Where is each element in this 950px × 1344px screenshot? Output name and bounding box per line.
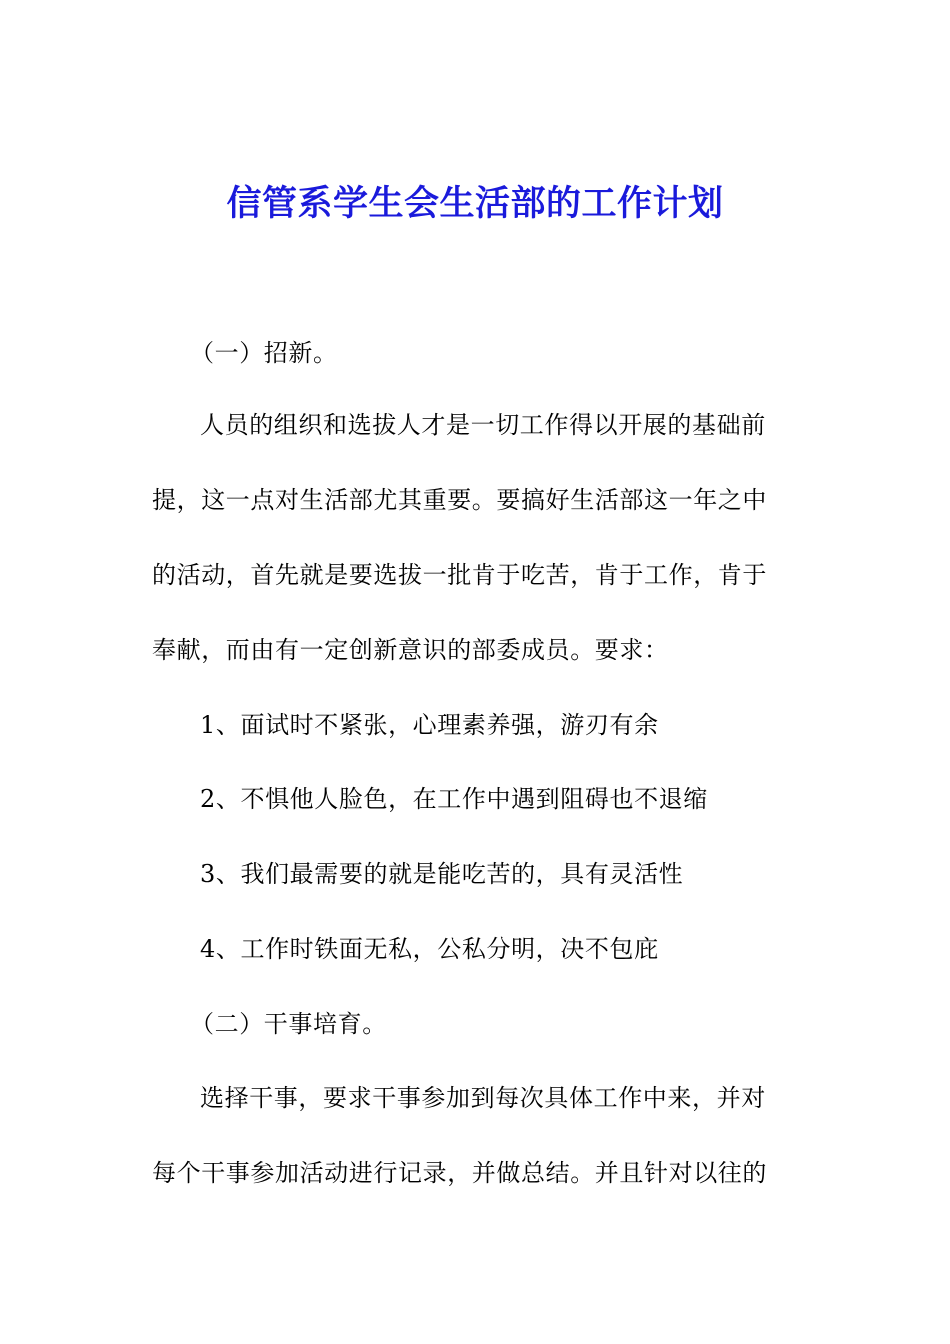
- section-heading-2: （二）干事培育。: [190, 1010, 387, 1038]
- requirement-item: 4、工作时铁面无私，公私分明，决不包庇: [200, 935, 659, 963]
- paragraph-line: 奉献，而由有一定创新意识的部委成员。要求：: [152, 636, 669, 664]
- requirement-item: 2、不惧他人脸色，在工作中遇到阻碍也不退缩: [200, 785, 708, 813]
- paragraph-line: 的活动，首先就是要选拔一批肯于吃苦，肯于工作，肯于: [152, 561, 767, 589]
- paragraph-line: 选择干事，要求干事参加到每次具体工作中来，并对: [200, 1084, 766, 1112]
- paragraph-line: 提，这一点对生活部尤其重要。要搞好生活部这一年之中: [152, 486, 767, 514]
- document-title: 信管系学生会生活部的工作计划: [226, 183, 724, 224]
- section-heading-1: （一）招新。: [190, 339, 338, 367]
- requirement-item: 1、面试时不紧张，心理素养强，游刃有余: [200, 711, 659, 739]
- requirement-item: 3、我们最需要的就是能吃苦的，具有灵活性: [200, 860, 684, 888]
- paragraph-line: 每个干事参加活动进行记录，并做总结。并且针对以往的: [152, 1159, 767, 1187]
- paragraph-line: 人员的组织和选拔人才是一切工作得以开展的基础前: [200, 411, 766, 439]
